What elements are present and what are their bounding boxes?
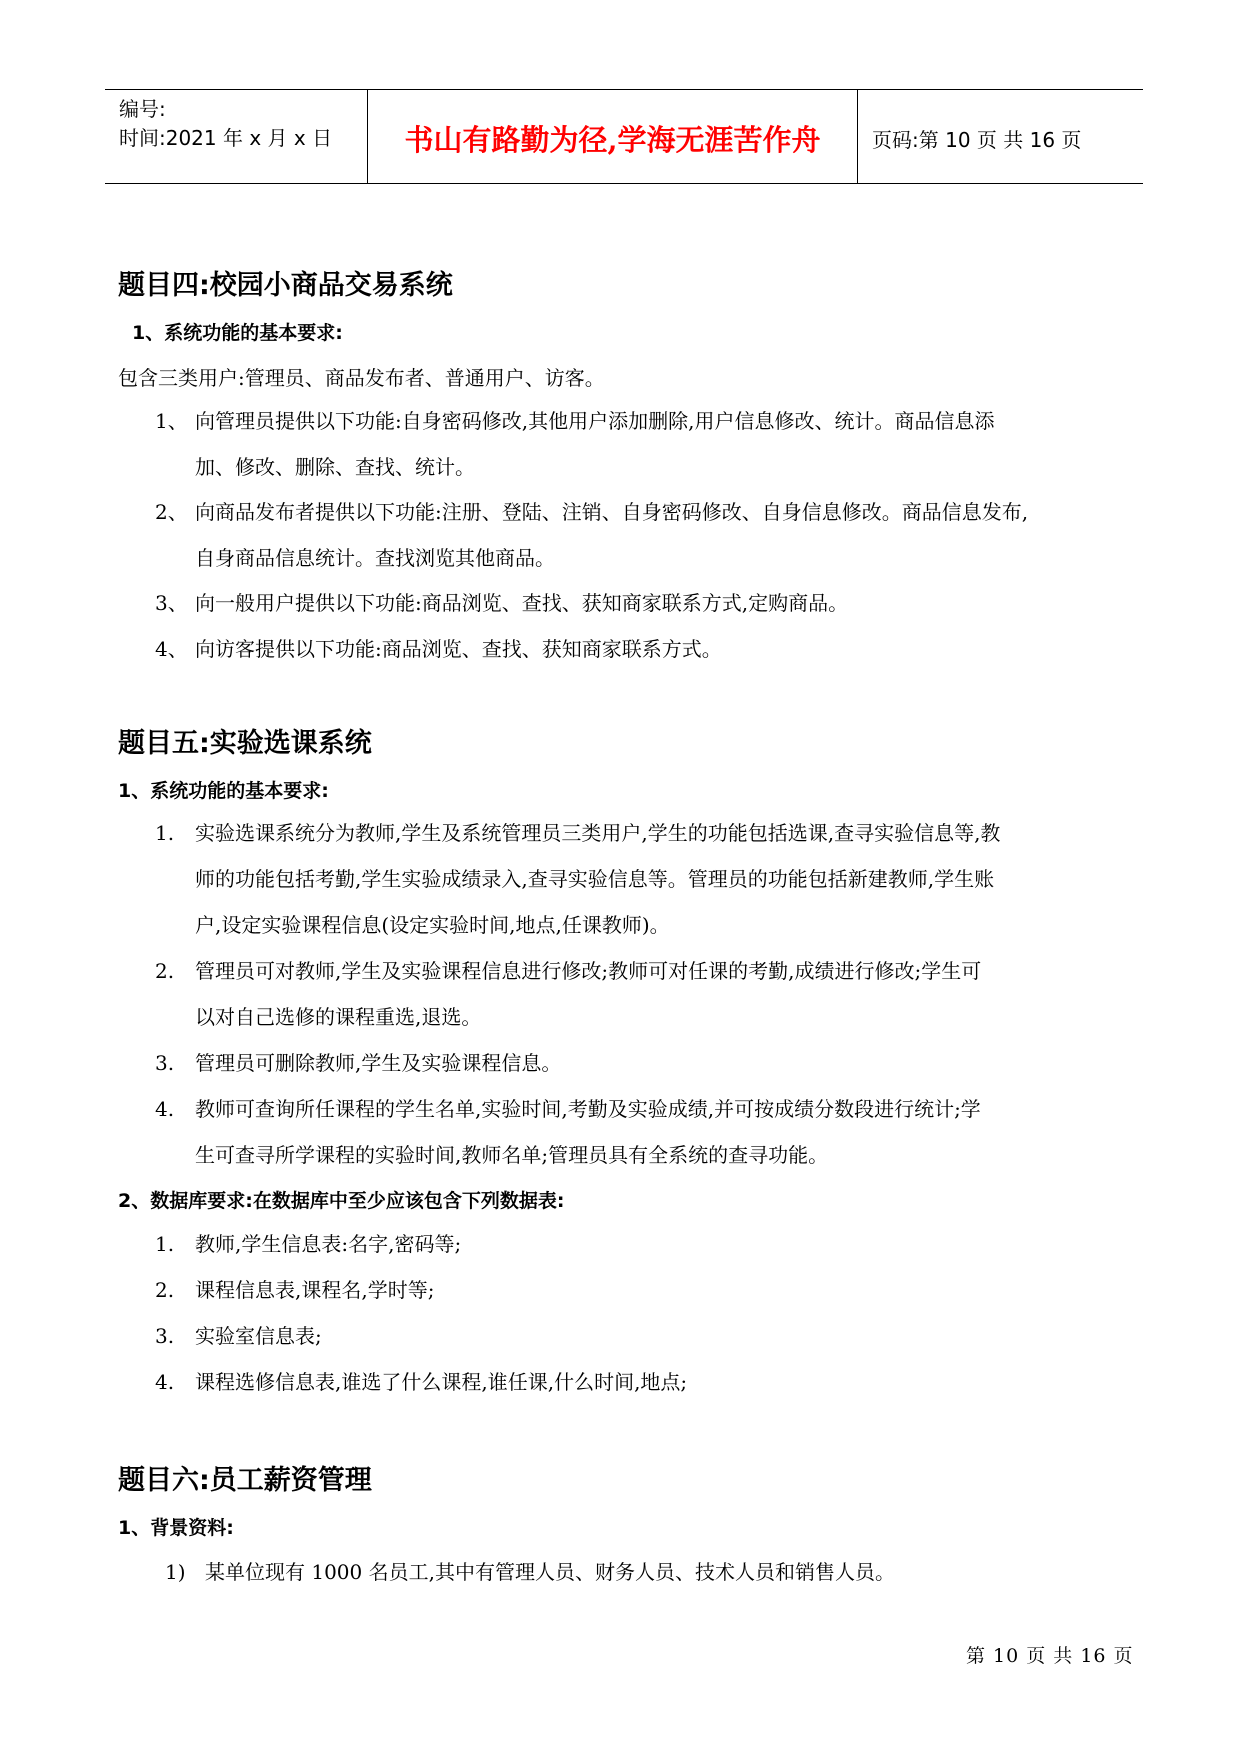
- section-title-5: 题目五:实验选课系统: [118, 728, 372, 759]
- list-item: 3. 管理员可删除教师,学生及实验课程信息。: [155, 1051, 562, 1075]
- section-4-intro: 包含三类用户:管理员、商品发布者、普通用户、访客。: [118, 366, 605, 390]
- list-item: 3. 实验室信息表;: [155, 1324, 322, 1348]
- section-title-4: 题目四:校园小商品交易系统: [118, 270, 453, 301]
- header-page-label: 页码:第 10 页 共 16 页: [872, 128, 1082, 152]
- list-item: 4. 教师可查询所任课程的学生名单,实验时间,考勤及实验成绩,并可按成绩分数段进行统计;学 生可查寻所学课程的实验时间,教师名单;管理员具有全系统的查寻功能。: [155, 1097, 981, 1167]
- list-item: 2. 课程信息表,课程名,学时等;: [155, 1278, 435, 1302]
- list-item: 4. 课程选修信息表,谁选了什么课程,谁任课,什么时间,地点;: [155, 1370, 688, 1394]
- page-header: [105, 89, 1143, 184]
- list-item: 1) 某单位现有 1000 名员工,其中有管理人员、财务人员、技术人员和销售人员。: [165, 1560, 895, 1584]
- list-item: 2、 向商品发布者提供以下功能:注册、登陆、注销、自身密码修改、自身信息修改。商品信息发布, 自身商品信息统计。查找浏览其他商品。: [155, 500, 1029, 570]
- list-item: 3、 向一般用户提供以下功能:商品浏览、查找、获知商家联系方式,定购商品。: [155, 591, 849, 615]
- section-5-subtitle-2: 2、数据库要求:在数据库中至少应该包含下列数据表:: [118, 1190, 565, 1212]
- header-motto: 书山有路勤为径,学海无涯苦作舟: [368, 90, 858, 183]
- list-item: 1. 实验选课系统分为教师,学生及系统管理员三类用户,学生的功能包括选课,查寻实验信息等,教 师的功能包括考勤,学生实验成绩录入,查寻实验信息等。管理员的功能包括新建教师,学生账 户,设定实验课程信息(设定实验时间,地点,任课教师)。: [155, 821, 1001, 937]
- section-title-6: 题目六:员工薪资管理: [118, 1465, 372, 1496]
- list-item: 2. 管理员可对教师,学生及实验课程信息进行修改;教师可对任课的考勤,成绩进行修改;学生可 以对自己选修的课程重选,退选。: [155, 959, 982, 1029]
- section-6-subtitle-1: 1、背景资料:: [118, 1517, 234, 1539]
- header-meta: [105, 90, 368, 183]
- list-item: 1. 教师,学生信息表:名字,密码等;: [155, 1232, 462, 1256]
- section-5-subtitle-1: 1、系统功能的基本要求:: [118, 780, 329, 802]
- list-item: 4、 向访客提供以下功能:商品浏览、查找、获知商家联系方式。: [155, 637, 722, 661]
- list-item: 1、 向管理员提供以下功能:自身密码修改,其他用户添加删除,用户信息修改、统计。商品信息添 加、修改、删除、查找、统计。: [155, 409, 995, 479]
- page-footer: 第 10 页 共 16 页: [966, 1645, 1134, 1667]
- time-label: 时间:2021 年 x 月 x 日: [119, 126, 333, 150]
- serial-label: 编号:: [119, 97, 166, 121]
- section-4-subtitle-1: 1、系统功能的基本要求:: [132, 322, 343, 344]
